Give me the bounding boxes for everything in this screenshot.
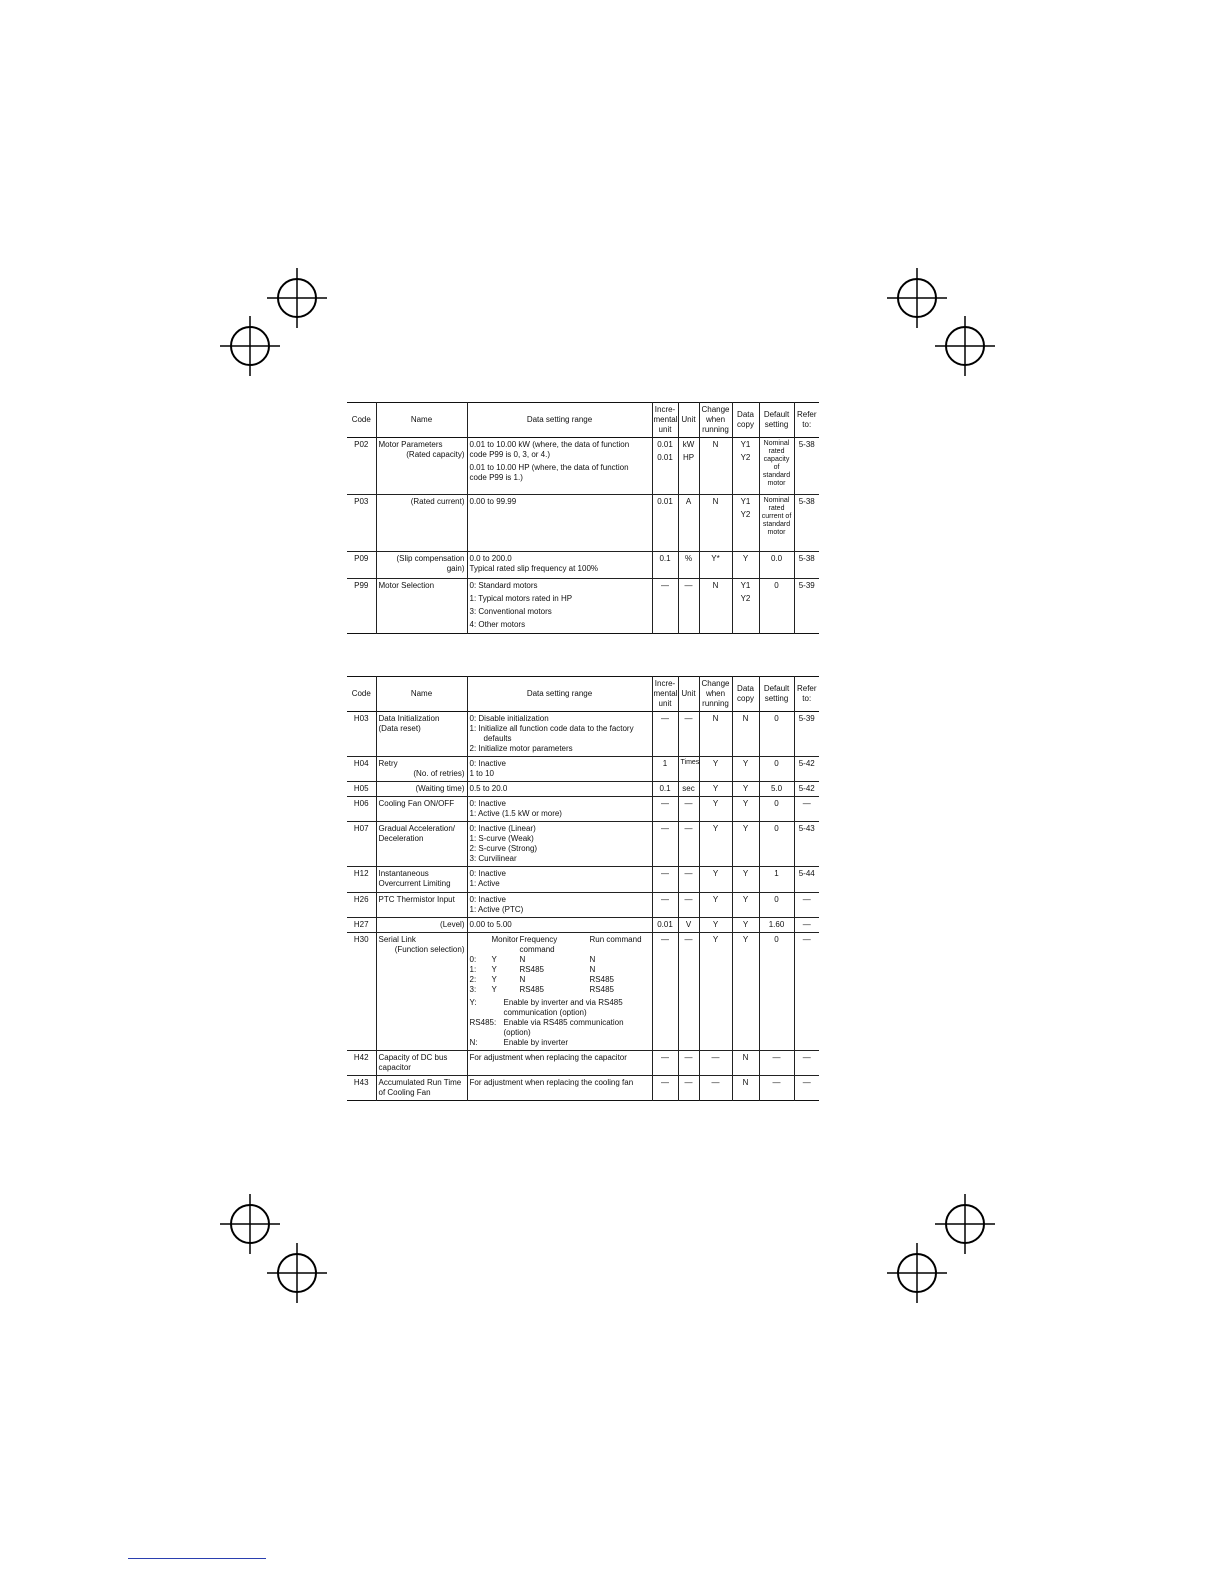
row-data-copy: Y1 Y2	[732, 438, 759, 495]
row-unit: —	[678, 867, 699, 893]
row-refer: 5-43	[794, 822, 819, 867]
row-range: 0.00 to 99.99	[467, 495, 652, 552]
row-refer: —	[794, 1076, 819, 1101]
high-performance-functions-table	[347, 676, 819, 1101]
row-incremental-unit: —	[652, 712, 678, 757]
row-incremental-unit: —	[652, 797, 678, 822]
header-refer-to: Refer to:	[794, 677, 819, 712]
row-refer: 5-38	[794, 438, 819, 495]
row-data-copy: N	[732, 712, 759, 757]
row-change: Y	[699, 867, 732, 893]
row-name: Data Initialization (Data reset)	[376, 712, 467, 757]
row-range: 0: Inactive (Linear) 1: S-curve (Weak) 2: S-curve (Strong) 3: Curvilinear	[467, 822, 652, 867]
row-range: 0: Disable initialization 1: Initialize all function code data to the factory defaults 2: Initialize motor parameters	[467, 712, 652, 757]
header-incremental-unit: Incre- mental unit	[652, 677, 678, 712]
row-code: P99	[354, 581, 369, 590]
row-unit: —	[678, 1051, 699, 1076]
row-data-copy: N	[732, 1076, 759, 1101]
serial-link-legend: Y: Enable by inverter and via RS485 communication (option)	[469, 998, 623, 1017]
row-incremental-unit: 0.01	[652, 495, 678, 552]
registration-mark-icon	[220, 316, 280, 376]
row-change: Y	[699, 893, 732, 918]
row-unit: %	[678, 552, 699, 579]
row-incremental-unit: 0.1	[652, 782, 678, 797]
table-row	[347, 712, 819, 757]
row-unit: sec	[678, 782, 699, 797]
table-header-row	[347, 403, 819, 438]
row-refer: 5-42	[794, 782, 819, 797]
row-range: 0: Inactive 1 to 10	[467, 757, 652, 782]
table-row	[347, 438, 819, 495]
row-default: 1	[759, 867, 794, 893]
table-row	[347, 579, 819, 634]
row-code: H30	[353, 935, 369, 944]
table-row	[347, 1076, 819, 1101]
row-code: H43	[353, 1078, 369, 1087]
table-row	[347, 797, 819, 822]
row-change: —	[699, 1076, 732, 1101]
row-data-copy: Y	[732, 822, 759, 867]
row-unit: Times	[678, 757, 699, 782]
header-data-copy: Data copy	[732, 403, 759, 438]
serial-link-legend: N: Enable by inverter	[469, 1038, 568, 1047]
row-name: Retry (No. of retries)	[376, 757, 467, 782]
row-range: 0: Standard motors 1: Typical motors rated in HP 3: Conventional motors 4: Other motors	[467, 579, 652, 634]
row-code: H27	[353, 920, 369, 929]
row-code: H12	[353, 869, 369, 878]
row-name: Gradual Acceleration/ Deceleration	[376, 822, 467, 867]
row-default: Nominal rated capacity of standard motor	[759, 438, 794, 495]
row-default: 0	[759, 579, 794, 634]
row-default: 0	[759, 712, 794, 757]
row-incremental-unit: —	[652, 933, 678, 1051]
row-change: Y*	[699, 552, 732, 579]
header-default-setting: Default setting	[759, 677, 794, 712]
header-range: Data setting range	[467, 403, 652, 438]
row-range: 0.5 to 20.0	[467, 782, 652, 797]
header-incremental-unit: Incre- mental unit	[652, 403, 678, 438]
row-code: H07	[353, 824, 369, 833]
row-incremental-unit: 0.1	[652, 552, 678, 579]
row-default: —	[759, 1076, 794, 1101]
table-row	[347, 822, 819, 867]
header-refer-to: Refer to:	[794, 403, 819, 438]
row-unit: A	[678, 495, 699, 552]
table-row	[347, 552, 819, 579]
row-name: PTC Thermistor Input	[376, 893, 467, 918]
row-code: H42	[353, 1053, 369, 1062]
row-range: For adjustment when replacing the cooling fan	[467, 1076, 652, 1101]
row-data-copy: Y	[732, 918, 759, 933]
row-unit: —	[678, 893, 699, 918]
row-data-copy: N	[732, 1051, 759, 1076]
row-code: P03	[354, 497, 369, 506]
header-code: Code	[351, 689, 371, 698]
row-refer: 5-39	[794, 712, 819, 757]
header-data-copy: Data copy	[732, 677, 759, 712]
row-unit: kW HP	[678, 438, 699, 495]
row-unit: V	[678, 918, 699, 933]
row-unit: —	[678, 933, 699, 1051]
row-name: Motor Selection	[376, 579, 467, 634]
row-range: 0.00 to 5.00	[467, 918, 652, 933]
table-row	[347, 782, 819, 797]
row-change: Y	[699, 918, 732, 933]
row-change: Y	[699, 822, 732, 867]
row-default: 0	[759, 893, 794, 918]
row-default: 0	[759, 933, 794, 1051]
row-change: N	[699, 495, 732, 552]
footnote-divider	[128, 1558, 266, 1559]
row-name: Motor Parameters (Rated capacity)	[376, 438, 467, 495]
row-data-copy: Y	[732, 867, 759, 893]
table-row	[347, 933, 819, 1051]
row-name: Cooling Fan ON/OFF	[376, 797, 467, 822]
serial-link-option: 0: Y N N	[469, 955, 596, 964]
motor-parameters-table	[347, 402, 819, 634]
row-default: 5.0	[759, 782, 794, 797]
row-incremental-unit: —	[652, 822, 678, 867]
row-code: P02	[354, 440, 369, 449]
row-name: Capacity of DC bus capacitor	[376, 1051, 467, 1076]
row-incremental-unit: —	[652, 579, 678, 634]
row-default: 0	[759, 822, 794, 867]
row-range: For adjustment when replacing the capacitor	[467, 1051, 652, 1076]
header-name: Name	[376, 677, 467, 712]
row-range: 0.0 to 200.0 Typical rated slip frequency at 100%	[467, 552, 652, 579]
table-header-row	[347, 677, 819, 712]
row-unit: —	[678, 579, 699, 634]
header-change-when-running: Change when running	[699, 403, 732, 438]
table-row	[347, 757, 819, 782]
header-unit: Unit	[678, 403, 699, 438]
row-default: 0	[759, 797, 794, 822]
row-name: Instantaneous Overcurrent Limiting	[376, 867, 467, 893]
row-unit: —	[678, 1076, 699, 1101]
serial-link-legend: RS485: Enable via RS485 communication (option)	[469, 1018, 624, 1037]
row-refer: —	[794, 918, 819, 933]
registration-mark-icon	[935, 316, 995, 376]
row-data-copy: Y	[732, 782, 759, 797]
row-refer: 5-39	[794, 579, 819, 634]
row-default: 0.0	[759, 552, 794, 579]
row-change: —	[699, 1051, 732, 1076]
header-unit: Unit	[678, 677, 699, 712]
row-data-copy: Y	[732, 933, 759, 1051]
row-change: Y	[699, 933, 732, 1051]
row-data-copy: Y1 Y2	[732, 579, 759, 634]
row-name: Serial Link (Function selection)	[376, 933, 467, 1051]
row-refer: 5-38	[794, 495, 819, 552]
row-name: (Waiting time)	[376, 782, 467, 797]
row-incremental-unit: —	[652, 1076, 678, 1101]
row-data-copy: Y	[732, 893, 759, 918]
serial-link-header: Monitor Frequency command Run command	[491, 935, 642, 954]
table-row	[347, 893, 819, 918]
row-data-copy: Y	[732, 797, 759, 822]
row-default: —	[759, 1051, 794, 1076]
row-default: 1.60	[759, 918, 794, 933]
row-change: Y	[699, 782, 732, 797]
row-code: H26	[353, 895, 369, 904]
row-refer: 5-44	[794, 867, 819, 893]
row-code: H05	[353, 784, 369, 793]
row-code: P09	[354, 554, 369, 563]
row-incremental-unit: 1	[652, 757, 678, 782]
row-data-copy: Y1 Y2	[732, 495, 759, 552]
serial-link-option: 3: Y RS485 RS485	[469, 985, 614, 994]
row-default: 0	[759, 757, 794, 782]
row-unit: —	[678, 822, 699, 867]
row-name: (Rated current)	[376, 495, 467, 552]
row-unit: —	[678, 712, 699, 757]
row-incremental-unit: —	[652, 893, 678, 918]
header-default-setting: Default setting	[759, 403, 794, 438]
row-change: Y	[699, 757, 732, 782]
row-refer: 5-42	[794, 757, 819, 782]
row-name: Accumulated Run Time of Cooling Fan	[376, 1076, 467, 1101]
row-refer: 5-38	[794, 552, 819, 579]
row-change: N	[699, 712, 732, 757]
row-range: 0: Inactive 1: Active	[467, 867, 652, 893]
row-unit: —	[678, 797, 699, 822]
row-range: 0: Inactive 1: Active (PTC)	[467, 893, 652, 918]
row-incremental-unit: 0.01 0.01	[652, 438, 678, 495]
row-refer: —	[794, 933, 819, 1051]
table-row	[347, 918, 819, 933]
row-incremental-unit: —	[652, 867, 678, 893]
row-refer: —	[794, 1051, 819, 1076]
row-refer: —	[794, 893, 819, 918]
row-code: H06	[353, 799, 369, 808]
table-row	[347, 1051, 819, 1076]
row-change: Y	[699, 797, 732, 822]
header-range: Data setting range	[467, 677, 652, 712]
row-change: N	[699, 438, 732, 495]
registration-mark-icon	[887, 1243, 947, 1303]
header-name: Name	[376, 403, 467, 438]
serial-link-option: 1: Y RS485 N	[469, 965, 596, 974]
table-row	[347, 495, 819, 552]
row-data-copy: Y	[732, 552, 759, 579]
row-incremental-unit: —	[652, 1051, 678, 1076]
header-code: Code	[351, 415, 371, 424]
row-range	[467, 933, 652, 1051]
registration-mark-icon	[267, 1243, 327, 1303]
row-code: H04	[353, 759, 369, 768]
row-default: Nominal rated current of standard motor	[759, 495, 794, 552]
row-code: H03	[353, 714, 369, 723]
table-row	[347, 867, 819, 893]
row-refer: —	[794, 797, 819, 822]
row-name: (Level)	[376, 918, 467, 933]
row-range: 0: Inactive 1: Active (1.5 kW or more)	[467, 797, 652, 822]
row-data-copy: Y	[732, 757, 759, 782]
row-name: (Slip compensation gain)	[376, 552, 467, 579]
serial-link-option: 2: Y N RS485	[469, 975, 614, 984]
row-range: 0.01 to 10.00 kW (where, the data of function code P99 is 0, 3, or 4.) 0.01 to 10.00 HP (where, the data of function code P99 is 1.)	[467, 438, 652, 495]
row-change: N	[699, 579, 732, 634]
row-incremental-unit: 0.01	[652, 918, 678, 933]
header-change-when-running: Change when running	[699, 677, 732, 712]
